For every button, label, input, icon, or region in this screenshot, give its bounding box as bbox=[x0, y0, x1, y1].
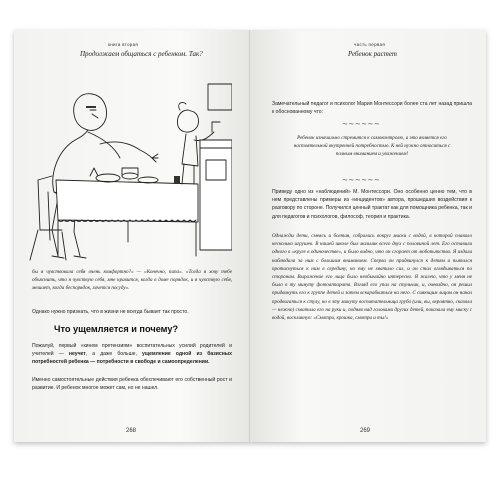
left-paragraph-2-part-a: Пожалуй, первый «кинем претензиям» воспитательных усилий родителей и учителей — bbox=[32, 343, 232, 358]
right-header-small: часть первая bbox=[354, 42, 386, 47]
left-header-small: книга вторая bbox=[108, 42, 139, 47]
left-paragraph-2-bold-1: неучет bbox=[68, 351, 86, 358]
right-paragraph-1: Замечательный педагог и психолог Мария Монтессори более ста лет назад пришла к обоснованному что: bbox=[272, 101, 472, 116]
left-paragraph-1: Однако нужно признать, что в жизни не всегда бывает так просто. bbox=[32, 309, 189, 315]
book-spread bbox=[14, 30, 486, 442]
right-italic-story: Однажды дети, смеясь и болтая, собрались вокруг миски с водой, в которой плавало несколько игрушек. В нашей школе был мальчик всего двух с половиной лет. Его оставили одного в «круге в одиночестве», и было видно, что он сгорает от любопытства. Я издали наблюдала за ним с большим вниманием. Сперва он придвинулся к детям и пытался протиснуться к ним в середину, но ему не хватило сил, и он стал оглядываться по сторонам. Выражение его лица было необычайно интересно. Я жалею, что у меня не было в ту минуту фотоаппарата. Взгляд его упал на стульчик, и, очевидно, он решил придвинуть его к группе детей и затем вскарабкаться на него. С сияющим лицом он начал продвигаться к стулу, но в эту минуту воспитательница грубо (или, вы, вероятно, сказала — нежно) схватила его на руки и, подняв над головами других детей, показала ему миску с водой, воскликнув: «Смотри, крошка, смотри и ты!» bbox=[272, 233, 472, 322]
left-paragraph-3: Именно самостоятельные действия ребенка обеспечивают его собственный рост и развитие. И ребенок многое может сам, но не нашел. bbox=[32, 377, 232, 392]
ornament-bottom: ∼∼∼∼∼∼ bbox=[342, 176, 381, 184]
right-paragraph-2: Приведу одно из «наблюдений» М. Монтессори. Оно особенно ценно тем, что в нем представлены примеры из «инцидентов» автора, прошедших воздействия к разговору по стороне. Получился ценный трактат как для помощника ребенка, так и для педагогов и психологов, философ, теория и практика. bbox=[272, 189, 472, 220]
left-paragraph-2 bbox=[32, 342, 232, 367]
right-quote: Ребенок изначально стремится к самоконтролю, и это является его настоятельной внутренней потребностью. К ней нужно относиться с полным вниманием и уважением! bbox=[293, 135, 451, 158]
ornament-top: ∼∼∼∼∼∼ bbox=[342, 120, 381, 128]
left-header-title: Продолжаем общаться с ребенком. Так? bbox=[80, 50, 203, 58]
left-page-number: 268 bbox=[126, 428, 137, 434]
illustration-father-child-kitchen bbox=[28, 80, 232, 265]
left-paragraph-2-part-b: , а даже больше, bbox=[85, 351, 142, 358]
section-title: Что ущемляется и почему? bbox=[54, 324, 179, 334]
left-page bbox=[14, 30, 250, 442]
right-page bbox=[250, 30, 486, 442]
right-header-title: Ребенок растет bbox=[348, 50, 397, 58]
right-page-number: 269 bbox=[360, 428, 371, 434]
left-paragraph-2-bold-2: ущемление одной из базисных потребностей ребенка — потребности в свободе и самоопределении. bbox=[32, 351, 232, 366]
left-illustration-caption: бы я чувствовала себя очень комфортно?» — «Конечно, папа». «Тогда я хочу тебе объяснить, что я чувствую себя, мне нравится, когда в доме порядок, и я чувствую себя, мешает, когда беспорядок, хочется посуду». bbox=[32, 269, 232, 292]
